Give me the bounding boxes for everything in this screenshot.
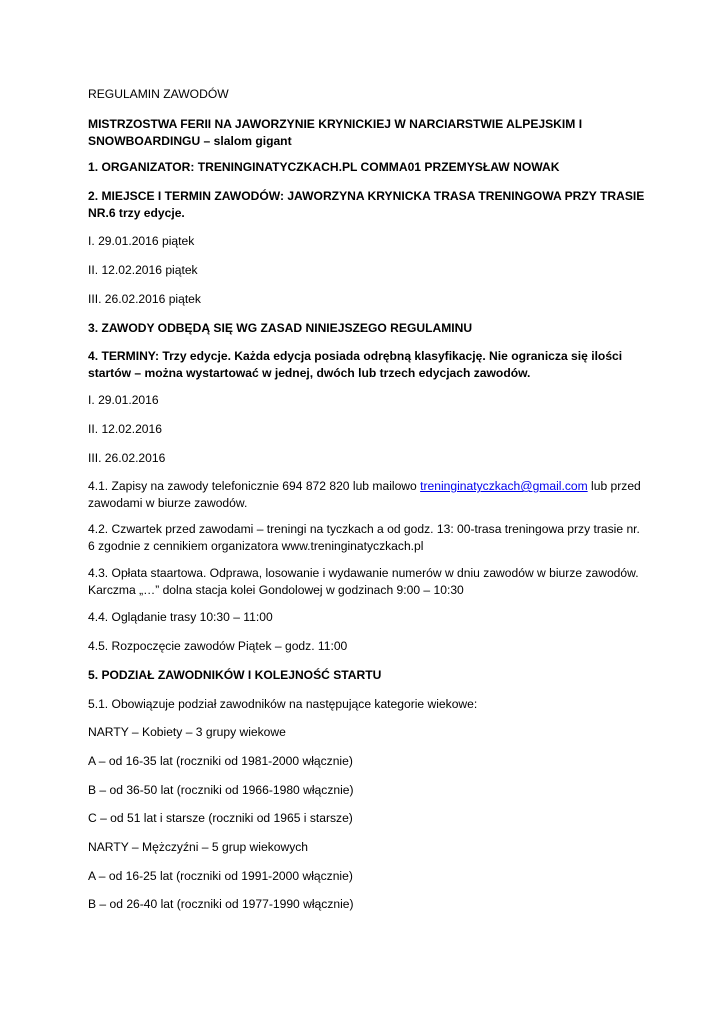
men-group-b: B – od 26-40 lat (roczniki od 1977-1990 włącznie)	[88, 897, 354, 911]
women-group-c: C – od 51 lat i starsze (roczniki od 1965 i starsze)	[88, 811, 353, 825]
women-group-b: B – od 36-50 lat (roczniki od 1966-1980 włącznie)	[88, 783, 354, 797]
paragraph-4-2: 4.2. Czwartek przed zawodami – treningi na tyczkach a od godz. 13: 00-trasa treningowa przy trasie nr. 6 zgodnie z cennikiem organizatora www.treninginatyczkach.pl	[88, 522, 640, 553]
men-group-a: A – od 16-25 lat (roczniki od 1991-2000 włącznie)	[88, 869, 353, 883]
edition-date-1: I. 29.01.2016 piątek	[88, 234, 195, 248]
term-date-2: II. 12.02.2016	[88, 422, 162, 436]
women-category: NARTY – Kobiety – 3 grupy wiekowe	[88, 725, 286, 739]
event-heading: MISTRZOSTWA FERII NA JAWORZYNIE KRYNICKIEJ W NARCIARSTWIE ALPEJSKIM I SNOWBOARDINGU – slalom gigant	[88, 117, 583, 148]
section-4-terms: 4. TERMINY: Trzy edycje. Każda edycja posiada odrębną klasyfikację. Nie ogranicza się ilości startów – można wystartować w jednej, dwóch lub trzech edycjach zawodów.	[88, 349, 623, 380]
edition-date-2: II. 12.02.2016 piątek	[88, 263, 198, 277]
edition-date-3: III. 26.02.2016 piątek	[88, 292, 201, 306]
paragraph-4-4: 4.4. Oglądanie trasy 10:30 – 11:00	[88, 610, 273, 624]
section-3-rules: 3. ZAWODY ODBĘDĄ SIĘ WG ZASAD NINIEJSZEGO REGULAMINU	[88, 321, 473, 335]
paragraph-5-1: 5.1. Obowiązuje podział zawodników na następujące kategorie wiekowe:	[88, 697, 478, 711]
paragraph-4-1-text-end: lub przed zawodami w biurze zawodów.	[88, 479, 641, 510]
term-date-1: I. 29.01.2016	[88, 393, 159, 407]
term-date-3: III. 26.02.2016	[88, 451, 166, 465]
section-2-location: 2. MIEJSCE I TERMIN ZAWODÓW: JAWORZYNA KRYNICKA TRASA TRENINGOWA PRZY TRASIE NR.6 trzy edycje.	[88, 189, 645, 220]
paragraph-4-5: 4.5. Rozpoczęcie zawodów Piątek – godz. 11:00	[88, 639, 348, 653]
men-category: NARTY – Mężczyźni – 5 grup wiekowych	[88, 840, 309, 854]
section-1-organizer: 1. ORGANIZATOR: TRENINGINATYCZKACH.PL COMMA01 PRZEMYSŁAW NOWAK	[88, 160, 560, 174]
document-title: REGULAMIN ZAWODÓW	[88, 87, 229, 101]
paragraph-4-3: 4.3. Opłata staartowa. Odprawa, losowanie i wydawanie numerów w dniu zawodów w biurze zawodów. Karczma „…” dolna stacja kolei Gondolowej w godzinach 9:00 – 10:30	[88, 566, 639, 597]
women-group-a: A – od 16-35 lat (roczniki od 1981-2000 włącznie)	[88, 754, 353, 768]
paragraph-4-1-text: 4.1. Zapisy na zawody telefonicznie 694 872 820 lub mailowo	[88, 479, 421, 493]
paragraph-4-1	[88, 478, 648, 512]
section-5-heading: 5. PODZIAŁ ZAWODNIKÓW I KOLEJNOŚĆ STARTU	[88, 668, 382, 682]
email-link[interactable]: treninginatyczkach@gmail.com	[420, 479, 588, 493]
